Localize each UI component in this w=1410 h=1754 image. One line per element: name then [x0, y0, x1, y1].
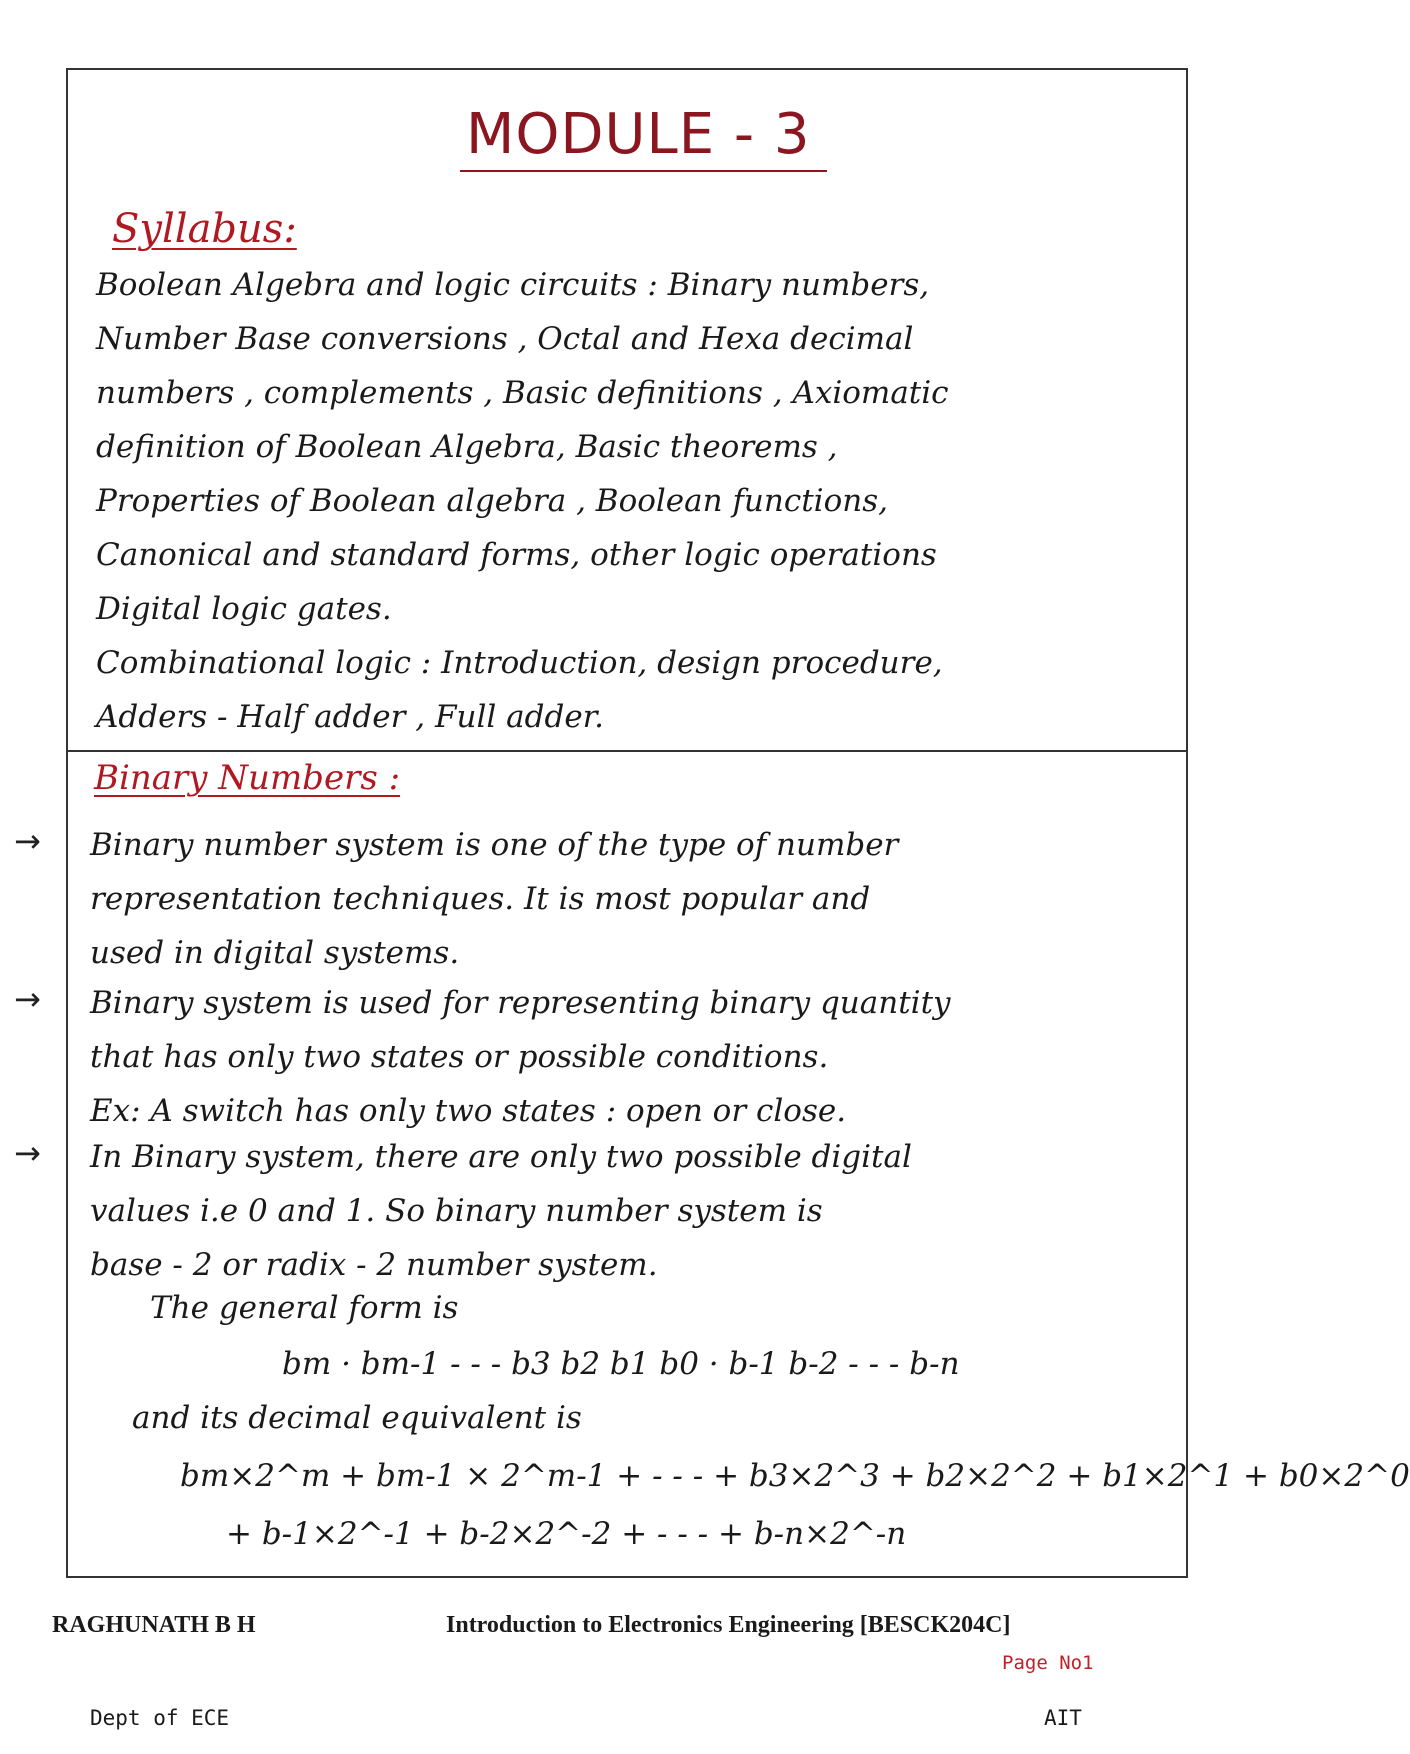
footer-course: Introduction to Electronics Engineering [BESCK204C]: [446, 1612, 1011, 1638]
syllabus-line: numbers , complements , Basic definitions , Axiomatic: [96, 375, 949, 411]
syllabus-line: Properties of Boolean algebra , Boolean functions,: [96, 483, 888, 519]
section-divider: [66, 750, 1188, 752]
bullet-arrow-icon: →: [14, 980, 41, 1018]
point-line: that has only two states or possible conditions.: [90, 1039, 829, 1075]
general-form-expression: bm · bm-1 - - - b3 b2 b1 b0 · b-1 b-2 - - - b-n: [282, 1346, 960, 1382]
syllabus-body: [96, 258, 1184, 744]
decimal-expression-line-1: bm×2^m + bm-1 × 2^m-1 + - - - + b3×2^3 + b2×2^2 + b1×2^1 + b0×2^0: [180, 1458, 1410, 1494]
binary-point-3: [90, 1130, 1185, 1292]
point-line: representation techniques. It is most popular and: [90, 881, 871, 917]
page-number: Page No1: [1002, 1652, 1094, 1674]
point-line: In Binary system, there are only two possible digital: [90, 1139, 912, 1175]
bullet-arrow-icon: →: [14, 1134, 41, 1172]
point-line: base - 2 or radix - 2 number system.: [90, 1247, 658, 1283]
syllabus-line: Canonical and standard forms, other logic operations: [96, 537, 937, 573]
bullet-arrow-icon: →: [14, 822, 41, 860]
binary-numbers-heading: Binary Numbers :: [94, 758, 401, 798]
footer-author: RAGHUNATH B H: [52, 1612, 256, 1638]
syllabus-line: Combinational logic : Introduction, design procedure,: [96, 645, 943, 681]
module-title: MODULE - 3: [460, 104, 827, 172]
footer-dept: Dept of ECE: [90, 1706, 230, 1730]
point-line: Ex: A switch has only two states : open or close.: [90, 1093, 847, 1129]
general-form-label: The general form is: [150, 1290, 459, 1326]
point-line: Binary system is used for representing binary quantity: [90, 985, 951, 1021]
binary-point-1: [90, 818, 1185, 980]
point-line: values i.e 0 and 1. So binary number system is: [90, 1193, 823, 1229]
decimal-equivalent-label: and its decimal equivalent is: [132, 1400, 582, 1436]
syllabus-line: definition of Boolean Algebra, Basic theorems ,: [96, 429, 838, 465]
point-line: Binary number system is one of the type of number: [90, 827, 899, 863]
binary-point-2: [90, 976, 1185, 1138]
point-line: used in digital systems.: [90, 935, 460, 971]
footer-institute: AIT: [1044, 1706, 1082, 1730]
syllabus-line: Number Base conversions , Octal and Hexa decimal: [96, 321, 914, 357]
syllabus-line: Adders - Half adder , Full adder.: [96, 699, 604, 735]
decimal-expression-line-2: + b-1×2^-1 + b-2×2^-2 + - - - + b-n×2^-n: [226, 1516, 907, 1552]
syllabus-line: Digital logic gates.: [96, 591, 392, 627]
syllabus-line: Boolean Algebra and logic circuits : Binary numbers,: [96, 267, 930, 303]
syllabus-heading: Syllabus:: [112, 206, 297, 252]
